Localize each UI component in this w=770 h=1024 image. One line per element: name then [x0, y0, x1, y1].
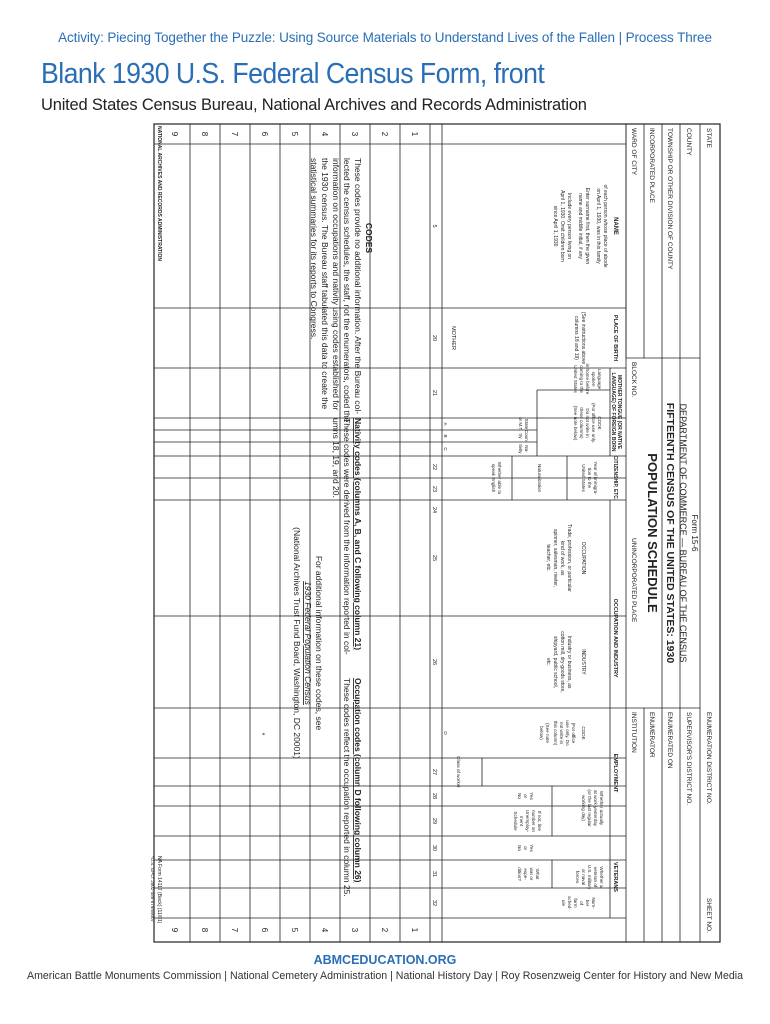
row-number-right: 3 [350, 927, 359, 933]
emp-no: No [517, 793, 522, 799]
row-number-left: 6 [260, 131, 269, 137]
row-number-left: 1 [410, 131, 419, 137]
vet-war-3: expe- [523, 868, 528, 880]
field-incorporated: INCORPORATED PLACE [648, 128, 655, 204]
field-supervisor-district: SUPERVISOR'S DISTRICT NO. [685, 712, 692, 806]
star-mark: * [258, 732, 265, 736]
form-number: Form 15-6 [690, 514, 699, 552]
vet-farm-5: sched- [567, 896, 572, 910]
tongue-letter-a: A [443, 422, 448, 426]
field-state: STATE [705, 128, 712, 148]
citizen-naturalization: Naturalization [537, 463, 542, 493]
occ-desc-1: Trade, profession, or particular [566, 524, 572, 592]
name-desc-3: Enter surname first, then the given [584, 187, 590, 265]
birth-heading: PLACE OF BIRTH [612, 314, 618, 362]
emp-desc-4: working day) [581, 794, 586, 822]
vet-war-4: dition? [517, 867, 522, 881]
vet-war-1: What [535, 868, 540, 880]
vet-desc-2: veteran of [593, 866, 598, 888]
vet-war-2: war or [529, 867, 534, 881]
vet-farm-3: of [579, 901, 584, 905]
occ-code-letter: D [443, 731, 448, 735]
ind-desc-3: shipyard, public school, [552, 636, 558, 688]
department-title: DEPARTMENT OF COMMERCE — BUREAU OF THE CENSUS [678, 403, 688, 663]
activity-line: Activity: Piecing Together the Puzzle: Using Source Materials to Understand Lives of the Fallen | Process Three [58, 30, 712, 45]
row-number-left: 8 [200, 131, 209, 137]
row-number-right: 9 [170, 927, 179, 933]
name-desc-4: name and middle initial, if any [577, 193, 583, 259]
nara-label: NATIONAL ARCHIVES AND RECORDS ADMINISTRATION [156, 126, 162, 261]
row-number-right: 5 [290, 927, 299, 933]
footer-credits: American Battle Monuments Commission | National Cemetery Administration | National History Day | Roy Rosenzweig Center for History and New Media [27, 970, 743, 982]
vet-yes: Yes [529, 844, 534, 852]
census-form-image [150, 118, 722, 954]
occ-code-desc-2: use only. Do [565, 720, 570, 746]
tongue-sub-mt: or M.T. [518, 416, 523, 432]
tongue-lang-2: spoken [591, 371, 596, 387]
codes-text-4: the 1930 census. The Bureau staff tabulated this data to create the [320, 158, 330, 410]
row-number-left: 9 [170, 131, 179, 137]
tongue-heading-1: MOTHER TONGUE (OR NATIVE [616, 374, 622, 450]
occ-desc-4: teacher, etc. [545, 544, 551, 572]
row-number-left: 3 [350, 131, 359, 137]
emp-number-29: 29 [431, 817, 437, 825]
emp-number-28: 28 [431, 792, 437, 800]
vet-or: or [523, 845, 528, 851]
row-number-left: 5 [290, 131, 299, 137]
census-form-rotated [150, 118, 722, 954]
emp-class: Class of worker [456, 756, 461, 788]
occ-desc-2: kind of work, as [559, 540, 565, 576]
tongue-code-4: these columns) [579, 407, 584, 439]
tongue-lang-number: 21 [431, 389, 437, 397]
row-number-right: 7 [230, 927, 239, 933]
tongue-heading-2: LANGUAGE) OF FOREIGN BORN [610, 372, 616, 452]
nativity-text-2: umns 18, 19, and 20. [331, 418, 341, 498]
row-number-left: 2 [380, 131, 389, 137]
emp-line-2: number on [531, 810, 536, 832]
tongue-code-1: CODE [597, 416, 602, 430]
vet-desc-1: Whether a [599, 866, 604, 888]
ind-number: 26 [431, 658, 437, 666]
vet-desc-5: forces [575, 870, 580, 884]
occupation-codes-heading: Occupation codes (column D following column 26) [353, 678, 363, 883]
field-township: TOWNSHIP OR OTHER DIVISION OF COUNTY [666, 128, 673, 270]
field-institution: INSTITUTION [630, 712, 637, 753]
tongue-code-3: Do not write in [585, 408, 590, 438]
emp-desc-3: (or the last regular [587, 789, 592, 827]
row-number-right: 2 [380, 927, 389, 933]
occupation-heading: OCCUPATION AND INDUSTRY [612, 598, 618, 678]
field-enumerated-on: ENUMERATED ON [666, 712, 673, 769]
name-desc-1: of each person whose place of abode [602, 184, 608, 268]
na-form-label: NA Form 14117 (Back) (11/01) [156, 856, 162, 924]
veterans-heading: VETERANS [612, 862, 618, 892]
citizen-year-2: tion to the [587, 467, 592, 489]
citizen-year-1: Year of immigra- [593, 461, 598, 495]
vet-number-32: 32 [431, 899, 437, 907]
field-enum-district: ENUMERATION DISTRICT NO. [705, 712, 712, 805]
emp-desc-1: Whether actually [599, 790, 604, 826]
footer-url[interactable]: ABMCEDUCATION.ORG [313, 953, 457, 967]
vet-farm-4: farm [573, 898, 578, 908]
codes-text-2: lected the census schedules, the staff, not the enumerators, coded the [342, 158, 352, 423]
occupation-codes-text: These codes reflect the occupation reported in column 25. [342, 678, 352, 897]
tongue-sub-state: State [524, 418, 529, 430]
census-title: FIFTEENTH CENSUS OF THE UNITED STATES: 1930 [664, 402, 676, 664]
emp-line-4: ment [519, 815, 524, 827]
occ-number: 25 [431, 554, 437, 562]
census-form-svg [150, 118, 722, 954]
tongue-code-2: (For office use only. [591, 403, 596, 443]
name-heading: NAME [612, 217, 618, 235]
row-number-right: 8 [200, 927, 209, 933]
codes-heading: CODES [364, 222, 374, 254]
nativity-heading: Nativity codes (columns A, B, and C following column 21) [353, 418, 363, 651]
gpo-label: *U.S. GPO: 2002-488-879/69007 [150, 856, 155, 923]
page-title: Blank 1930 U.S. Federal Census Form, front [41, 58, 545, 90]
field-sheet-no: SHEET NO. [705, 898, 712, 933]
vet-no: No [517, 845, 522, 851]
emp-line-5: Schedule [513, 811, 518, 831]
name-desc-2: on April 1, 1930, was in this family [595, 188, 601, 264]
row-number-right: 6 [260, 927, 269, 933]
name-desc-6: April 1, 1930. Omit children born [559, 190, 565, 262]
occ-code-desc-3: not write in [559, 721, 564, 745]
vet-desc-3: U.S. military [587, 864, 592, 890]
occ-code-desc-5: (See note [545, 723, 550, 743]
tongue-lang-4: coming to the [579, 365, 584, 393]
codes-text-3: information on occupations and nativity using codes established for [331, 158, 341, 411]
info-text-3: (National Archives Trust Fund Board, Washington, DC 20001) [292, 527, 302, 759]
tongue-sub-try: try [518, 433, 523, 439]
emp-yes: Yes [529, 792, 534, 800]
ind-head: INDUSTRY [580, 649, 586, 675]
citizen-year-3: United States [581, 464, 586, 492]
tongue-sub-coun: Coun- [524, 429, 529, 443]
emp-desc-2: at work yesterday [593, 790, 598, 826]
vet-farm-1: Num- [591, 897, 596, 909]
row-number-right: 1 [410, 927, 419, 933]
birth-col-number: 20 [431, 334, 437, 342]
emp-line-1: If not, line [537, 811, 542, 831]
tongue-lang-5: United States [573, 365, 578, 393]
row-number-left: 7 [230, 131, 239, 137]
tongue-lang-3: in home before [585, 363, 590, 395]
info-text-1: For additional information on these codes, see [314, 555, 324, 731]
citizen-english-2: speak English [491, 463, 496, 493]
birth-mother: MOTHER [450, 326, 456, 350]
vet-farm-6: ule [561, 899, 566, 907]
field-block-no: BLOCK NO. [630, 362, 637, 398]
field-county: COUNTY [685, 128, 692, 156]
emp-line-3: Unemploy- [525, 809, 530, 833]
employment-heading: EMPLOYMENT [612, 753, 618, 793]
tongue-letter-c: C [443, 447, 448, 451]
occ-code-desc-1: (For office [571, 722, 576, 744]
codes-text-1: These codes provide no additional information. After the Bureau col- [353, 158, 363, 415]
name-col-number: 5 [431, 224, 437, 228]
ind-desc-2: cotton mill, dry-goods store, [559, 631, 565, 693]
occ-desc-3: spinner, salesman, riveter, [552, 528, 558, 588]
tongue-code-number: 22 [431, 463, 437, 471]
field-unincorporated: UNINCORPORATED PLACE [630, 538, 637, 623]
row-number-left: 4 [320, 131, 329, 137]
nativity-text-1: These codes were derived from the information reported in col- [342, 418, 352, 655]
vet-farm-2: ber [585, 899, 590, 907]
ind-desc-4: etc. [545, 657, 551, 667]
vet-number-30: 30 [431, 844, 437, 852]
tongue-sub-tivity: tivity [518, 444, 523, 454]
schedule-title: POPULATION SCHEDULE [645, 453, 660, 613]
field-ward: WARD OF CITY [630, 128, 637, 176]
occ-code-desc-4: this column) [553, 720, 558, 746]
emp-number-27: 27 [431, 768, 437, 776]
occ-code-desc-6: below) [539, 726, 544, 740]
field-enumerator: ENUMERATOR [648, 712, 655, 758]
ind-desc-1: Industry or business, as [566, 635, 572, 689]
citizen-number-23: 23 [431, 485, 437, 493]
vet-desc-4: or naval [581, 868, 586, 886]
name-desc-5: Include every person living on [566, 192, 572, 260]
occ-code-head: CODE [581, 726, 586, 740]
vet-number-31: 31 [431, 870, 437, 878]
codes-text-5: statistical summaries for its reports to Congress. [309, 158, 319, 340]
tongue-sub-na: Na- [524, 445, 529, 453]
row-number-right: 4 [320, 927, 329, 933]
citizen-number-24: 24 [431, 506, 437, 514]
emp-or: or [523, 793, 528, 799]
tongue-lang-1: Language [597, 368, 602, 390]
page-subtitle: United States Census Bureau, National Archives and Records Administration [41, 96, 587, 114]
citizen-english-1: Whether able to [497, 461, 502, 495]
tongue-letter-b: B [443, 434, 448, 438]
birth-desc-2: columns 18 and 19) [573, 316, 579, 360]
birth-desc-1: (See instructions above [580, 311, 586, 365]
info-text-2: 1930 Federal Population Census [303, 581, 313, 705]
tongue-code-5: (See note below) [573, 405, 578, 441]
name-desc-7: since April 1, 1930 [552, 205, 558, 247]
citizen-heading: CITIZENSHIP, ETC. [612, 455, 618, 501]
occ-head: OCCUPATION [580, 541, 586, 575]
